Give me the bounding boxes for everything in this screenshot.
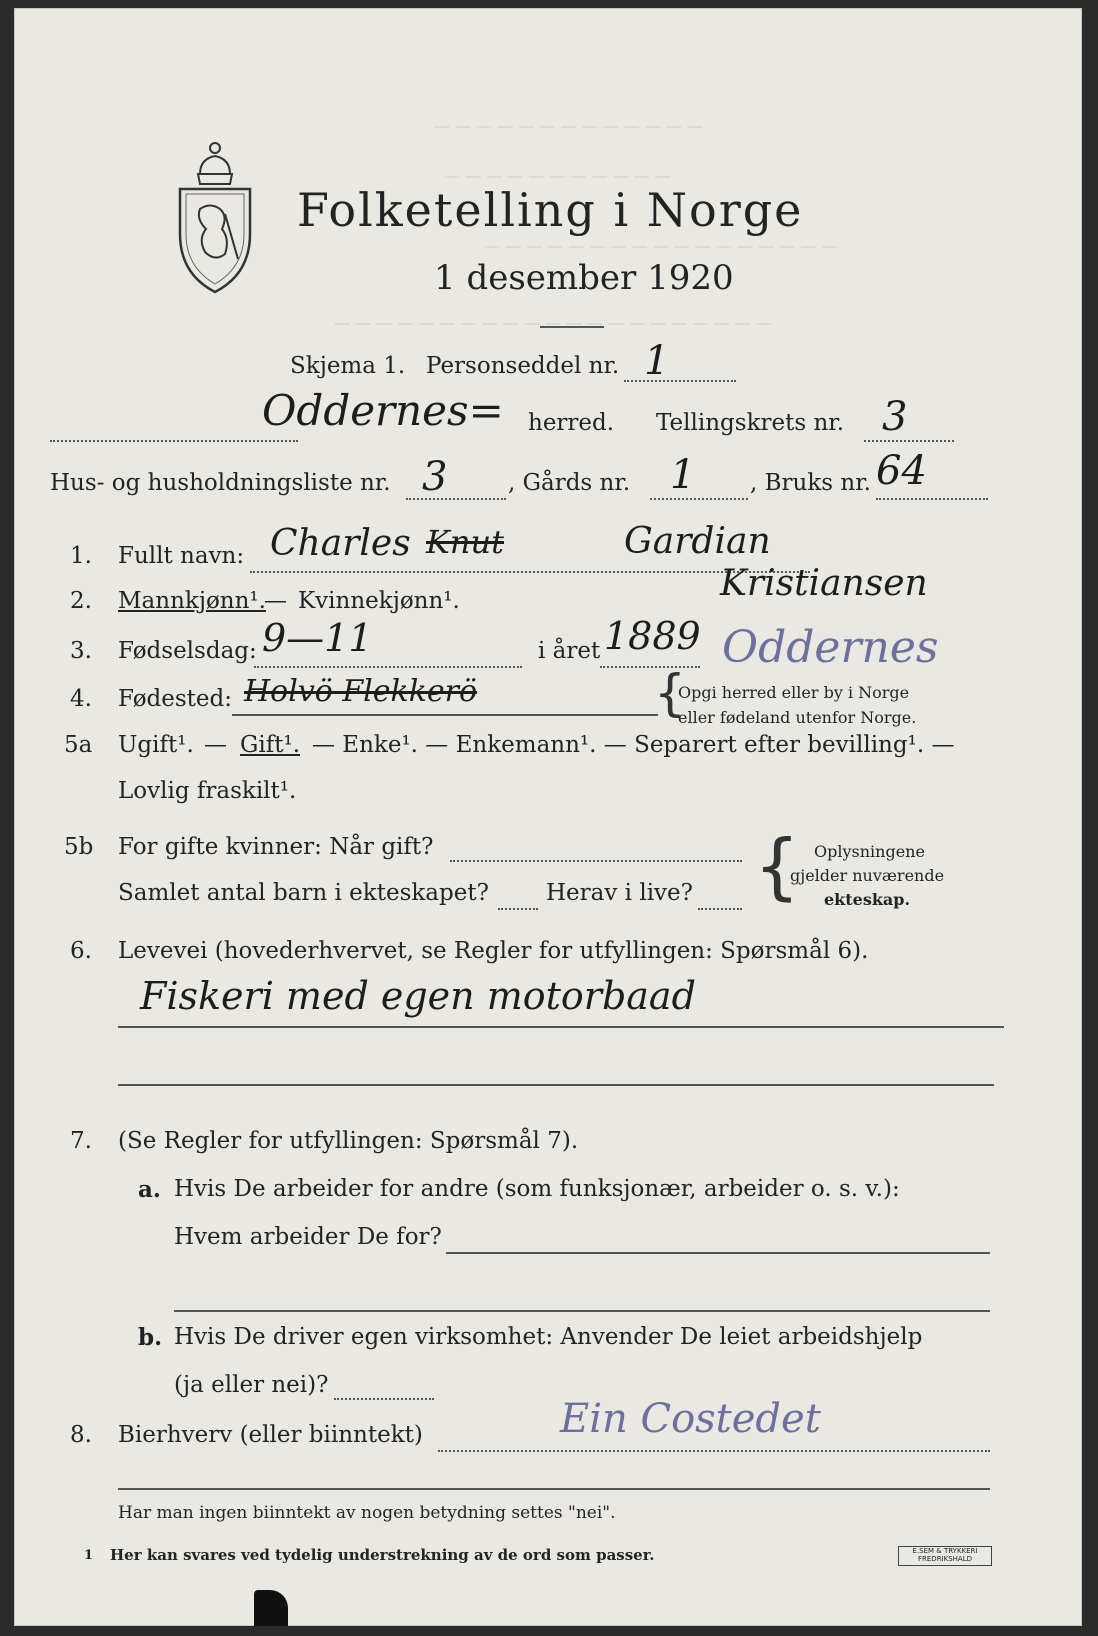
show-through-text: — — — — — — — — — — — — — <box>434 116 704 135</box>
q3-birthday-line <box>254 666 522 668</box>
q5b-note-brace: { <box>754 824 800 908</box>
gards-value[interactable]: 1 <box>670 452 696 498</box>
q2-male-option[interactable]: Mannkjønn¹. <box>118 588 266 614</box>
bruks-value[interactable]: 64 <box>876 448 927 494</box>
q4-field-line <box>232 714 658 716</box>
show-through-text: — — — — — — — — — — — <box>444 166 671 185</box>
q4-birthplace-value[interactable]: Holvö Flekkerö <box>244 674 478 709</box>
personseddel-field-line <box>624 380 736 382</box>
q4-note-line2: eller fødeland utenfor Norge. <box>678 708 917 727</box>
census-form-sheet <box>14 8 1082 1626</box>
footnote-text: Her kan svares ved tydelig understrekning av de ord som passer. <box>110 1546 655 1564</box>
q3-number: 3. <box>70 638 92 664</box>
q5b-note-line2: gjelder nuværende <box>790 866 945 885</box>
q6-number: 6. <box>70 938 92 964</box>
q7a-label: Hvis De arbeider for andre (som funksjonær, arbeider o. s. v.): <box>174 1176 900 1202</box>
q7b-label: Hvis De driver egen virksomhet: Anvender De leiet arbeidshjelp <box>174 1324 923 1350</box>
q8-number: 8. <box>70 1422 92 1448</box>
q5a-other-options[interactable]: — Enke¹. — Enkemann¹. — Separert efter bevilling¹. — <box>312 732 955 758</box>
q1-middle-name[interactable]: Gardian <box>624 521 771 562</box>
q1-number: 1. <box>70 543 92 569</box>
q7a-field-line-2 <box>174 1310 990 1312</box>
norwegian-lion-crest-icon <box>170 134 260 294</box>
q5b-alive-line <box>698 908 742 910</box>
q1-first-name[interactable]: Charles <box>270 523 411 564</box>
printer-stamp: E.SEM & TRYKKERI FREDRIKSHALD <box>898 1546 992 1566</box>
q2-number: 2. <box>70 588 92 614</box>
no-side-income-note: Har man ingen biinntekt av nogen betydning settes "nei". <box>118 1503 616 1523</box>
q3-year-value[interactable]: 1889 <box>604 614 701 658</box>
q5a-ugift-option[interactable]: Ugift¹. <box>118 732 194 758</box>
q7-number: 7. <box>70 1128 92 1154</box>
q8-field-line-2 <box>118 1488 990 1490</box>
skjema-label: Skjema 1. <box>290 353 406 379</box>
bruks-label: , Bruks nr. <box>750 470 871 496</box>
bruks-field-line <box>876 498 988 500</box>
q7a-letter: a. <box>138 1176 161 1203</box>
q6-field-line-2 <box>118 1084 994 1086</box>
hus-label: Hus- og husholdningsliste nr. <box>50 470 391 496</box>
q3-birthday-value[interactable]: 9—11 <box>262 616 373 660</box>
q6-label: Levevei (hovederhvervet, se Regler for utfyllingen: Spørsmål 6). <box>118 938 869 964</box>
tellingskrets-value[interactable]: 3 <box>882 394 908 440</box>
personseddel-value[interactable]: 1 <box>644 338 670 384</box>
q8-field-line <box>438 1450 990 1452</box>
form-title: Folketelling i Norge <box>297 183 804 237</box>
title-divider <box>540 326 604 328</box>
q4-note-line1: Opgi herred eller by i Norge <box>678 683 910 702</box>
tellingskrets-label: Tellingskrets nr. <box>656 410 845 436</box>
q5b-number: 5b <box>64 834 94 860</box>
q4-label: Fødested: <box>118 686 233 712</box>
q1-struck-name[interactable]: Knut <box>426 523 504 561</box>
q1-surname[interactable]: Kristiansen <box>720 563 928 604</box>
q5a-gift-option[interactable]: Gift¹. <box>240 732 301 758</box>
q5b-children-line <box>498 908 538 910</box>
q1-label: Fullt navn: <box>118 543 245 569</box>
q5b-note-line3: ekteskap. <box>824 890 911 909</box>
hus-value[interactable]: 3 <box>422 454 448 500</box>
q7b-letter: b. <box>138 1324 163 1351</box>
footnote-marker: 1 <box>84 1548 94 1563</box>
q5a-number: 5a <box>64 732 93 758</box>
hus-field-line <box>406 498 506 500</box>
q2-separator: — <box>264 588 287 614</box>
q3-annotation-oddernes: Oddernes <box>722 622 939 673</box>
q5b-when-married-line <box>450 860 742 862</box>
q8-label: Bierhverv (eller biinntekt) <box>118 1422 423 1448</box>
herred-value[interactable]: Oddernes= <box>262 386 504 435</box>
q7b-question: (ja eller nei)? <box>174 1372 329 1398</box>
personseddel-label: Personseddel nr. <box>426 353 620 379</box>
q3-label: Fødselsdag: <box>118 638 257 664</box>
q5a-dash: — <box>204 732 227 758</box>
q5b-note-line1: Oplysningene <box>814 842 925 861</box>
q7-label: (Se Regler for utfyllingen: Spørsmål 7). <box>118 1128 579 1154</box>
form-date: 1 desember 1920 <box>434 258 734 298</box>
q5b-alive-label: Herav i live? <box>546 880 693 906</box>
q6-occupation-value[interactable]: Fiskeri med egen motorbaad <box>140 974 696 1018</box>
q5a-fraskilt-option[interactable]: Lovlig fraskilt¹. <box>118 778 297 804</box>
q5b-children-label: Samlet antal barn i ekteskapet? <box>118 880 489 906</box>
q3-year-label: i året <box>538 638 601 664</box>
show-through-text: — — — — — — — — — — — — — — — — — — — — — <box>334 313 772 332</box>
q4-note-brace: { <box>654 664 686 722</box>
q7a-field-line-1 <box>446 1252 990 1254</box>
q2-female-option[interactable]: Kvinnekjønn¹. <box>298 588 460 614</box>
q7b-field-line <box>334 1398 434 1400</box>
gards-field-line <box>650 498 748 500</box>
q7a-question: Hvem arbeider De for? <box>174 1224 442 1250</box>
q4-number: 4. <box>70 686 92 712</box>
q6-field-line-1 <box>118 1026 1004 1028</box>
herred-field-line <box>50 440 298 442</box>
binding-hole-mark <box>254 1590 288 1626</box>
tellingskrets-field-line <box>864 440 954 442</box>
q8-side-income-value[interactable]: Ein Costedet <box>560 1396 821 1442</box>
herred-label: herred. <box>528 410 615 436</box>
gards-label: , Gårds nr. <box>508 470 631 496</box>
show-through-text: — — — — — — — — — — — — — — — — — <box>484 236 838 255</box>
q5b-label: For gifte kvinner: Når gift? <box>118 834 434 860</box>
